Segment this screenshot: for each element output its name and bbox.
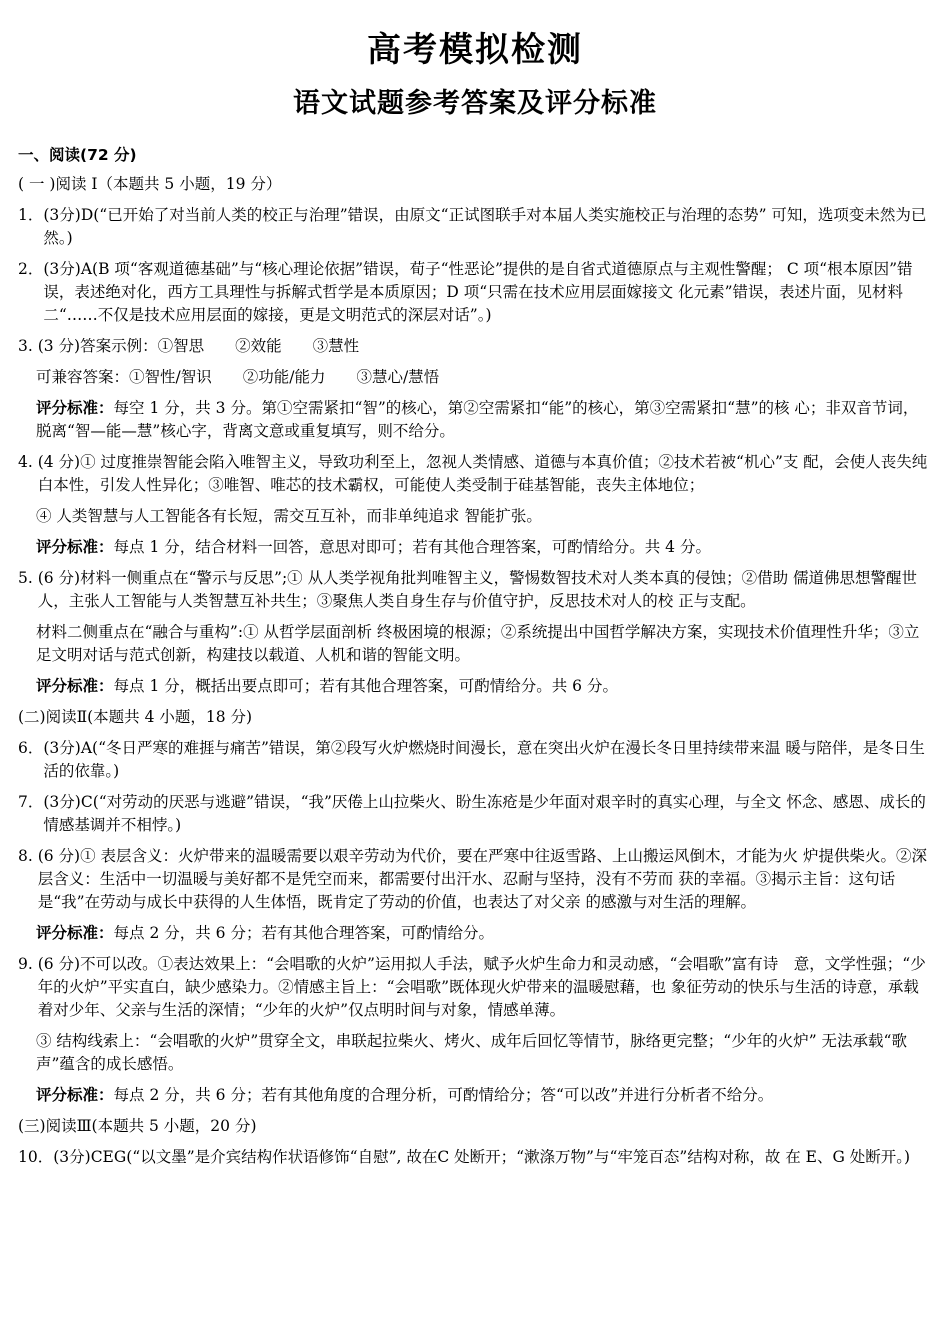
answer-continuation: ③ 结构线索上：“会唱歌的火炉”贯穿全文，串联起拉柴火、烤火、成年后回忆等情节，脉络更完整；“少年的火炉” 无法承载“歌声”蕴含的成长感悟。 — [36, 1032, 907, 1073]
answer-text: (6 分)不可以改。①表达效果上：“会唱歌的火炉”运用拟人手法，赋予火炉生命力和灵动感，“会唱歌”富有诗 意，文学性强；“少年的火炉”平实直白，缺少感染力。②情感主旨上：“会唱歌”既体现火炉带来的温暖慰藉，也 象征劳动的快乐与生活的诗意，承载着对少年、父亲与生活的深情；“少年的火炉”仅点明时间与对象，情感单薄。 — [37, 955, 926, 1019]
answer-continuation: 材料二侧重点在“融合与重构”:① 从哲学层面剖析 终极困境的根源；②系统提出中国哲学解决方案，实现技术价值理性升华；③立足文明对话与范式创新，构建技以载道、人机和谐的智能文明。 — [36, 623, 920, 664]
question-number: 1． — [18, 206, 44, 224]
answer-item — [18, 845, 928, 914]
question-number: 10． — [18, 1148, 54, 1166]
part-heading: (三)阅读Ⅲ(本题共 5 小题，20 分) — [18, 1117, 257, 1135]
scoring-criteria — [36, 922, 928, 945]
answer-text: (3 分)答案示例：①智思 ②效能 ③慧性 — [37, 337, 360, 355]
answer-text: (3分)A(B 项“客观道德基础”与“核心理论依据”错误，荀子“性恶论”提供的是自省式道德原点与主观性警醒； C 项“根本原因”错误，表述绝对化，西方工具理性与拆解式哲学是本质原因；D 项“只需在技术应用层面嫁接文 化元素”错误，表述片面，见材料二“……不仅是技术应用层面的嫁接，更是文明范式的深层对话”。) — [43, 260, 913, 324]
part-heading: ( 一 )阅读 I（本题共 5 小题，19 分） — [18, 175, 282, 193]
scoring-text: 每空 1 分，共 3 分。第①空需紧扣“智”的核心，第②空需紧扣“能”的核心，第③空需紧扣“慧”的核 心；非双音节词，脱离“智—能—慧”核心字，背离文意或重复填写，则不给分。 — [36, 399, 919, 440]
document-title: 高考模拟检测 — [367, 30, 583, 70]
scoring-text: 每点 1 分，概括出要点即可；若有其他合理答案，可酌情给分。共 6 分。 — [113, 677, 618, 695]
question-number: 2． — [18, 260, 44, 278]
scoring-label: 评分标准： — [36, 399, 114, 417]
answer-continuation: ④ 人类智慧与人工智能各有长短，需交互互补，而非单纯追求 智能扩张。 — [36, 507, 542, 525]
document-subtitle: 语文试题参考答案及评分标准 — [293, 88, 657, 119]
part-heading: (二)阅读Ⅱ(本题共 4 小题，18 分) — [18, 708, 253, 726]
question-number: 9. — [18, 955, 38, 973]
question-number: 7． — [18, 793, 44, 811]
answer-item — [18, 204, 928, 250]
scoring-text: 每点 2 分，共 6 分；若有其他角度的合理分析，可酌情给分；答“可以改”并进行分析者不给分。 — [113, 1086, 774, 1104]
scoring-criteria — [36, 536, 928, 559]
scoring-criteria — [36, 1084, 928, 1107]
answer-item — [18, 258, 928, 327]
answer-text: (3分)C(“对劳动的厌恶与逃避”错误，“我”厌倦上山拉柴火、盼生冻疮是少年面对艰辛时的真实心理，与全文 怀念、感恩、成长的情感基调并不相悖。) — [43, 793, 926, 834]
answer-text: (4 分)① 过度推崇智能会陷入唯智主义，导致功利至上，忽视人类情感、道德与本真价值；②技术若被“机心”支 配，会使人丧失纯白本性，引发人性异化；③唯智、唯芯的技术霸权，可能使人类受制于硅基智能，丧失主体地位； — [37, 453, 928, 494]
question-number: 4. — [18, 453, 38, 471]
alternative-answer: 可兼容答案：①智性/智识 ②功能/能力 ③慧心/慧悟 — [36, 368, 440, 386]
scoring-label: 评分标准： — [36, 1086, 114, 1104]
answer-item — [18, 953, 928, 1022]
question-number: 6． — [18, 739, 44, 757]
scoring-criteria — [36, 397, 928, 443]
answer-item — [18, 737, 928, 783]
scoring-label: 评分标准： — [36, 924, 114, 942]
answer-text: (3分)CEG(“以文墨”是介宾结构作状语修饰“自慰”, 故在C 处断开；“漱涤万物”与“牢笼百态”结构对称，故 在 E、G 处断开。) — [53, 1148, 911, 1166]
scoring-label: 评分标准： — [36, 538, 114, 556]
answer-item — [18, 791, 928, 837]
section-heading: 一、阅读(72 分) — [18, 146, 137, 164]
scoring-text: 每点 1 分，结合材料一回答，意思对即可；若有其他合理答案，可酌情给分。共 4 分。 — [113, 538, 711, 556]
question-number: 8. — [18, 847, 38, 865]
answer-item — [18, 335, 928, 358]
question-number: 5. — [18, 569, 38, 587]
answer-content — [18, 144, 928, 1177]
answer-text: (3分)A(“冬日严寒的难捱与痛苦”错误，第②段写火炉燃烧时间漫长，意在突出火炉在漫长冬日里持续带来温 暖与陪伴，是冬日生活的依靠。) — [43, 739, 925, 780]
answer-item — [18, 1146, 928, 1169]
answer-text: (3分)D(“已开始了对当前人类的校正与治理”错误，由原文“正试图联手对本届人类实施校正与治理的态势” 可知，选项变未然为已然。) — [43, 206, 927, 247]
answer-text: (6 分)① 表层含义：火炉带来的温暖需要以艰辛劳动为代价，要在严寒中往返雪路、上山搬运风倒木，才能为火 炉提供柴火。②深层含义：生活中一切温暖与美好都不是凭空而来，都需要付出汗水、忍耐与坚持，没有不劳而 获的幸福。③揭示主旨：这句话是“我”在劳动与成长中获得的人生体悟，既肯定了劳动的价值，也表达了对父亲 的感激与对生活的理解。 — [37, 847, 927, 911]
answer-text: (6 分)材料一侧重点在“警示与反思”;① 从人类学视角批判唯智主义，警惕数智技术对人类本真的侵蚀；②借助 儒道佛思想警醒世人，主张人工智能与人类智慧互补共生；③聚焦人类自身生存与价值守护，反思技术对人的校 正与支配。 — [37, 569, 918, 610]
answer-item — [18, 451, 928, 497]
question-number: 3. — [18, 337, 38, 355]
answer-item — [18, 567, 928, 613]
scoring-text: 每点 2 分，共 6 分；若有其他合理答案，可酌情给分。 — [113, 924, 494, 942]
scoring-criteria — [36, 675, 928, 698]
scoring-label: 评分标准： — [36, 677, 114, 695]
